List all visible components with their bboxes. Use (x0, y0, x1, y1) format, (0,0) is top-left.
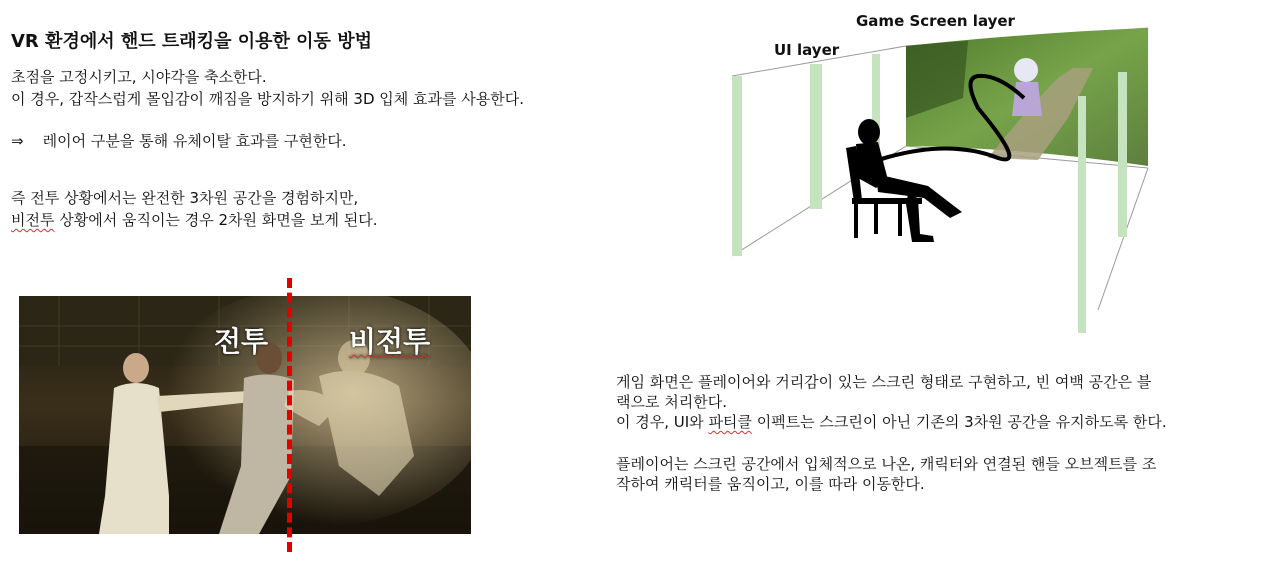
desc-line-3-b: 이펙트는 스크린이 아닌 기존의 3차원 공간을 유지하도록 한다. (751, 413, 1167, 431)
scene-photo (19, 296, 471, 534)
intro-line-3: 즉 전투 상황에서는 완전한 3차원 공간을 경험하지만, (11, 189, 359, 207)
page-title: VR 환경에서 핸드 트래킹을 이용한 이동 방법 (11, 31, 372, 52)
misspelled-word: 비전투 (11, 211, 55, 229)
ui-layer-label: UI layer (774, 41, 840, 59)
intro-line-2: 이 경우, 갑작스럽게 몰입감이 깨짐을 방지하기 위해 3D 입체 효과를 사용한다. (11, 90, 525, 108)
layer-diagram (728, 8, 1158, 338)
desc-line-4: 플레이어는 스크린 공간에서 입체적으로 나온, 캐릭터와 연결된 핸들 오브젝트를 조 (616, 455, 1157, 473)
intro-line-4 (11, 209, 377, 231)
desc-line-1: 게임 화면은 플레이어와 거리감이 있는 스크린 형태로 구현하고, 빈 여백 공간은 블 (616, 373, 1152, 391)
conclusion-text: 레이어 구분을 통해 유체이탈 효과를 구현한다. (42, 132, 347, 150)
game-screen-layer-label: Game Screen layer (856, 12, 1015, 30)
conclusion-line (11, 130, 347, 152)
combat-label: 전투 (214, 325, 269, 358)
intro-line-1: 초점을 고정시키고, 시야각을 축소한다. (11, 68, 267, 86)
desc-line-2: 랙으로 처리한다. (616, 393, 727, 411)
divider-dashed-line (287, 278, 292, 552)
desc-line-3-a: 이 경우, UI와 (616, 413, 709, 431)
desc-line-3 (616, 411, 1167, 433)
non-combat-label: 비전투 (349, 325, 431, 358)
intro-line-4-rest: 상황에서 움직이는 경우 2차원 화면을 보게 된다. (54, 211, 378, 229)
misspelled-word-particle: 파티클 (708, 413, 752, 431)
arrow-icon: ⇒ (11, 132, 24, 150)
desc-line-5: 작하여 캐릭터를 움직이고, 이를 따라 이동한다. (616, 475, 925, 493)
